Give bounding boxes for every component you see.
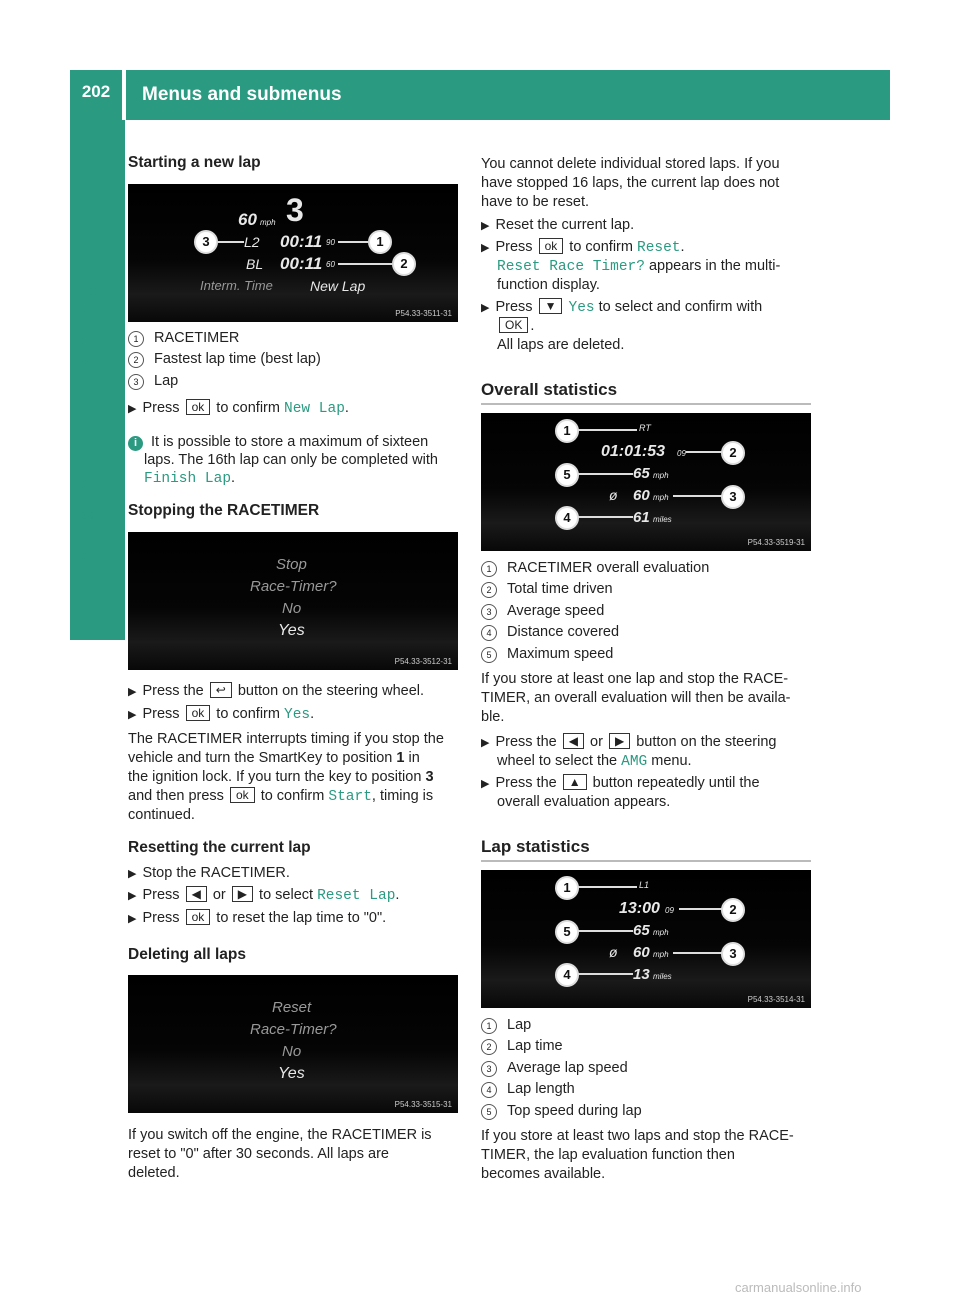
up-key-icon: ▲ (563, 774, 587, 790)
screen-overall-statistics (481, 413, 811, 551)
watermark: carmanualsonline.info (735, 1280, 862, 1295)
callout-line (673, 952, 726, 954)
screen-time1: 00:11 (280, 232, 323, 251)
down-key-icon: ▼ (539, 298, 563, 314)
step-reset-current-lap: ▶ Reset the current lap. (481, 217, 635, 233)
legend-item: 2 Fastest lap time (best lap) (128, 350, 321, 368)
paragraph-line: the ignition lock. If you turn the key to position 3 (128, 769, 434, 785)
screen-unit: mph (653, 928, 669, 937)
paragraph-line: have to be reset. (481, 194, 590, 210)
step-continuation: function display. (497, 277, 600, 293)
step-arrow-icon: ▶ (481, 737, 490, 749)
screen-time2-frac: 60 (326, 260, 335, 269)
page-number: 202 (81, 82, 111, 101)
left-key-icon: ◀ (563, 733, 584, 749)
screen-code: P54.33-3512-31 (394, 657, 452, 666)
screen-code: P54.33-3514-31 (747, 995, 805, 1004)
heading-deleting: Deleting all laps (128, 946, 247, 963)
callout-2: 2 (721, 441, 745, 465)
legend-item: 1 Lap (481, 1016, 531, 1034)
step-select-yes: ▶ Press ▼ Yes to select and confirm with (481, 299, 763, 316)
section-rule (481, 860, 811, 862)
right-key-icon: ▶ (609, 733, 630, 749)
ok-key-icon: OK (499, 317, 528, 333)
callout-1: 1 (555, 876, 579, 900)
heading-overall-statistics: Overall statistics (481, 380, 618, 399)
screen-new-lap (128, 184, 458, 322)
screen-distance: 13 (633, 966, 650, 983)
callout-line (577, 473, 633, 475)
callout-3: 3 (721, 942, 745, 966)
ok-key-icon: ok (539, 238, 564, 254)
callout-5: 5 (555, 920, 579, 944)
callout-5: 5 (555, 463, 579, 487)
screen-line: Race-Timer? (250, 1021, 337, 1038)
screen-line: No (282, 600, 302, 617)
screen-line-selected: Yes (278, 622, 305, 639)
paragraph-line: becomes available. (481, 1166, 606, 1182)
legend-item: 3 Lap (128, 372, 178, 390)
info-note: i It is possible to store a maximum of sixteen (128, 433, 428, 451)
paragraph-line: deleted. (128, 1165, 180, 1181)
legend-item: 1 RACETIMER overall evaluation (481, 559, 709, 577)
paragraph-line: continued. (128, 807, 195, 823)
step-select-reset-lap: ▶ Press ◀ or ▶ to select Reset Lap. (128, 887, 400, 904)
page-title: Menus and submenus (142, 84, 342, 105)
step-arrow-icon: ▶ (481, 242, 490, 254)
callout-line (673, 495, 726, 497)
screen-time-frac: 09 (677, 449, 686, 458)
screen-line: Stop (276, 556, 307, 573)
screen-time1-frac: 90 (326, 238, 335, 247)
legend-item: 2 Total time driven (481, 580, 613, 598)
screen-unit: mph (653, 493, 669, 502)
step-arrow-icon: ▶ (128, 868, 137, 880)
screen-bl: BL (246, 256, 264, 272)
info-note-line: Finish Lap. (144, 470, 236, 487)
legend-item: 4 Lap length (481, 1080, 575, 1098)
screen-distance-unit: miles (653, 515, 672, 524)
legend-item: 3 Average lap speed (481, 1059, 628, 1077)
screen-reset-timer (128, 975, 458, 1113)
paragraph-line: vehicle and turn the SmartKey to position 1 in (128, 750, 420, 766)
step-press-back: ▶ Press the ↩ button on the steering wheel. (128, 683, 425, 699)
screen-softkey-left: Interm. Time (200, 278, 273, 293)
screen-line-selected: Yes (278, 1065, 305, 1082)
screen-speed: 60 (238, 210, 257, 229)
screen-l2: L2 (244, 234, 260, 250)
step-continuation: wheel to select the AMG menu. (497, 753, 692, 770)
step-arrow-icon: ▶ (128, 709, 137, 721)
screen-avg-symbol: ø (609, 487, 618, 503)
heading-starting-new-lap: Starting a new lap (128, 154, 261, 171)
ok-key-icon: ok (230, 787, 255, 803)
legend-item: 1 RACETIMER (128, 329, 239, 347)
info-note-line: laps. The 16th lap can only be completed with (144, 452, 438, 468)
ok-key-icon: ok (186, 705, 211, 721)
step-continuation: OK . (497, 317, 534, 335)
paragraph-line: TIMER, an overall evaluation will then be availa- (481, 690, 791, 706)
side-tab-label: On-board computer and displays (76, 284, 98, 598)
step-confirm-new-lap: ▶ Press ok to confirm New Lap. (128, 400, 349, 417)
callout-line (218, 241, 244, 243)
step-stop-racetimer: ▶ Stop the RACETIMER. (128, 865, 290, 881)
callout-line (338, 241, 368, 243)
screen-avg-speed: 60 (633, 944, 650, 961)
screen-max-speed: 65 (633, 465, 650, 482)
screen-speed-unit: mph (260, 218, 276, 227)
heading-resetting: Resetting the current lap (128, 839, 311, 856)
paragraph-line: If you store at least two laps and stop the RACE- (481, 1128, 794, 1144)
callout-3: 3 (721, 485, 745, 509)
screen-lap-number: 3 (286, 192, 304, 228)
screen-distance-unit: miles (653, 972, 672, 981)
legend-item: 4 Distance covered (481, 623, 619, 641)
callout-line (577, 429, 637, 431)
callout-1: 1 (555, 419, 579, 443)
callout-2: 2 (721, 898, 745, 922)
paragraph-line: reset to "0" after 30 seconds. All laps are (128, 1146, 389, 1162)
left-key-icon: ◀ (186, 886, 207, 902)
screen-rt: RT (639, 423, 651, 433)
screen-time2: 00:11 (280, 254, 323, 273)
screen-lap-statistics (481, 870, 811, 1008)
ok-key-icon: ok (186, 399, 211, 415)
right-key-icon: ▶ (232, 886, 253, 902)
paragraph-line: have stopped 16 laps, the current lap does not (481, 175, 780, 191)
screen-line: Race-Timer? (250, 578, 337, 595)
callout-3: 3 (194, 230, 218, 254)
step-arrow-icon: ▶ (128, 913, 137, 925)
step-continuation: All laps are deleted. (497, 337, 625, 353)
screen-code: P54.33-3519-31 (747, 538, 805, 547)
callout-line (679, 908, 726, 910)
heading-stopping: Stopping the RACETIMER (128, 502, 320, 519)
screen-softkey-right: New Lap (310, 278, 366, 294)
callout-2: 2 (392, 252, 416, 276)
step-confirm-yes: ▶ Press ok to confirm Yes. (128, 706, 315, 723)
callout-line (577, 886, 637, 888)
screen-avg-speed: 60 (633, 487, 650, 504)
screen-unit: mph (653, 471, 669, 480)
screen-l1: L1 (639, 880, 650, 890)
legend-item: 5 Maximum speed (481, 645, 613, 663)
paragraph-line: ble. (481, 709, 505, 725)
info-icon: i (128, 436, 143, 451)
callout-4: 4 (555, 963, 579, 987)
callout-line (338, 263, 392, 265)
screen-stop-timer (128, 532, 458, 670)
section-rule (481, 403, 811, 405)
callout-1: 1 (368, 230, 392, 254)
legend-item: 5 Top speed during lap (481, 1102, 642, 1120)
step-arrow-icon: ▶ (128, 403, 137, 415)
screen-lap-time: 13:00 (619, 900, 660, 917)
step-arrow-icon: ▶ (128, 890, 137, 902)
screen-line: Reset (272, 999, 312, 1016)
paragraph-line: and then press ok to confirm Start, timing is (128, 788, 434, 805)
step-arrow-icon: ▶ (481, 778, 490, 790)
callout-line (577, 516, 633, 518)
screen-distance: 61 (633, 509, 650, 526)
step-press-up: ▶ Press the ▲ button repeatedly until the (481, 775, 760, 791)
step-reset-lap-time: ▶ Press ok to reset the lap time to "0". (128, 910, 387, 926)
back-key-icon: ↩ (210, 682, 232, 698)
heading-lap-statistics: Lap statistics (481, 837, 590, 856)
paragraph-line: If you switch off the engine, the RACETIMER is (128, 1127, 432, 1143)
screen-code: P54.33-3511-31 (395, 309, 452, 318)
callout-line (577, 930, 633, 932)
step-select-amg-menu: ▶ Press the ◀ or ▶ button on the steering (481, 734, 777, 750)
paragraph-line: If you store at least one lap and stop the RACE- (481, 671, 789, 687)
legend-item: 3 Average speed (481, 602, 604, 620)
screen-unit: mph (653, 950, 669, 959)
step-arrow-icon: ▶ (481, 302, 490, 314)
callout-line (577, 973, 633, 975)
step-continuation: overall evaluation appears. (497, 794, 671, 810)
step-arrow-icon: ▶ (481, 220, 490, 232)
screen-total-time: 01:01:53 (601, 443, 666, 460)
header-separator (122, 70, 126, 120)
step-continuation: Reset Race Timer? appears in the multi- (497, 258, 781, 275)
screen-avg-symbol: ø (609, 944, 618, 960)
screen-max-speed: 65 (633, 922, 650, 939)
legend-item: 2 Lap time (481, 1037, 563, 1055)
step-arrow-icon: ▶ (128, 686, 137, 698)
callout-line (686, 451, 726, 453)
screen-line: No (282, 1043, 302, 1060)
paragraph-line: The RACETIMER interrupts timing if you stop the (128, 731, 444, 747)
paragraph-line: You cannot delete individual stored laps. If you (481, 156, 780, 172)
callout-4: 4 (555, 506, 579, 530)
paragraph-line: TIMER, the lap evaluation function then (481, 1147, 735, 1163)
screen-code: P54.33-3515-31 (394, 1100, 452, 1109)
ok-key-icon: ok (186, 909, 211, 925)
step-confirm-reset: ▶ Press ok to confirm Reset. (481, 239, 685, 256)
screen-time-frac: 09 (665, 906, 674, 915)
